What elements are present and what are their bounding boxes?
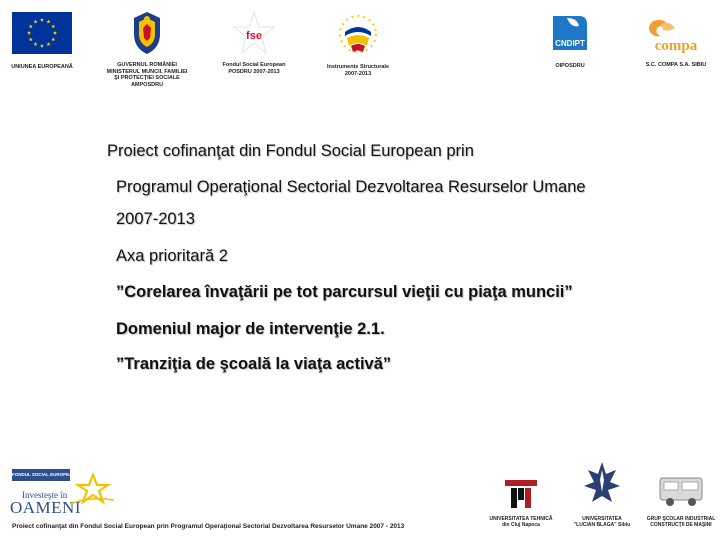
cndipt-badge-text: CNDIPT [555, 39, 585, 48]
eu-caption: UNIUNEA EUROPEANĂ [11, 64, 73, 70]
is-logo [322, 10, 394, 77]
gov-caption: GUVERNUL ROMÂNIEI MINISTERUL MUNCII, FAMILIEI ŞI PROTECŢIEI SOCIALE AMPOSDRU [106, 62, 188, 88]
fse-badge-text: fse [246, 30, 262, 42]
ulbs-logo [568, 460, 636, 528]
program-years: 2007-2013 [116, 210, 195, 228]
compa-badge-text: compa [654, 38, 698, 54]
gov-logo [104, 10, 190, 88]
domain-title: ”Tranziţia de şcoală la viaţa activă” [116, 355, 392, 373]
is-caption: Instrumente Structurale 2007-2013 [326, 64, 390, 77]
instrumente-structurale-icon [335, 10, 381, 58]
footer-project-text: Proiect cofinanţat din Fondul Social European prin Programul Operaţional Sectorial Dezvoltarea Resurselor Umane 2007 - 2013 [12, 523, 405, 530]
ulbs-caption: UNIVERSITATEA "LUCIAN BLAGA" Sibiu [573, 516, 631, 528]
fse-banner-text: FONDUL SOCIAL EUROPEAN [12, 472, 76, 477]
compa-icon [639, 14, 713, 54]
ulbs-eagle-icon [582, 460, 622, 512]
coat-of-arms-icon [130, 10, 164, 56]
compa-logo [636, 14, 716, 69]
eu-flag-icon [12, 12, 72, 54]
project-intro: Proiect cofinanţat din Fondul Social European prin [107, 142, 474, 160]
program-name: Programul Operaţional Sectorial Dezvoltarea Resurselor Umane [116, 178, 586, 196]
gsi-truck-icon [656, 474, 706, 510]
star-swoosh-icon [70, 472, 116, 506]
fse-logo [218, 10, 290, 75]
cndipt-icon [549, 12, 591, 54]
invest-line2: OAMENI [10, 498, 81, 517]
priority-axis: Axa prioritară 2 [116, 247, 228, 265]
utc-caption: UNIVERSITATEA TEHNICĂ din Cluj Napoca [489, 516, 553, 528]
utc-logo [488, 478, 554, 528]
cndipt-logo [540, 12, 600, 70]
major-domain: Domeniul major de intervenţie 2.1. [116, 320, 385, 338]
compa-caption: S.C. COMPA S.A. SIBIU [645, 62, 707, 68]
invest-line1: Investeşte în [22, 490, 68, 500]
gsi-caption: GRUP ŞCOLAR INDUSTRIAL CONSTRUCŢII DE MAŞINI [646, 516, 716, 528]
fse-star-icon [232, 10, 276, 56]
fse-footer-banner [12, 469, 76, 481]
eu-logo [10, 12, 74, 71]
cndipt-caption: OIPOSDRU [555, 63, 585, 69]
fse-caption: Fondul Social European POSDRU 2007-2013 [222, 62, 286, 75]
gsi-logo [645, 474, 717, 528]
utc-icon [503, 478, 539, 510]
axis-title: ”Corelarea învaţării pe tot parcursul vieţii cu piaţa muncii” [116, 283, 573, 301]
